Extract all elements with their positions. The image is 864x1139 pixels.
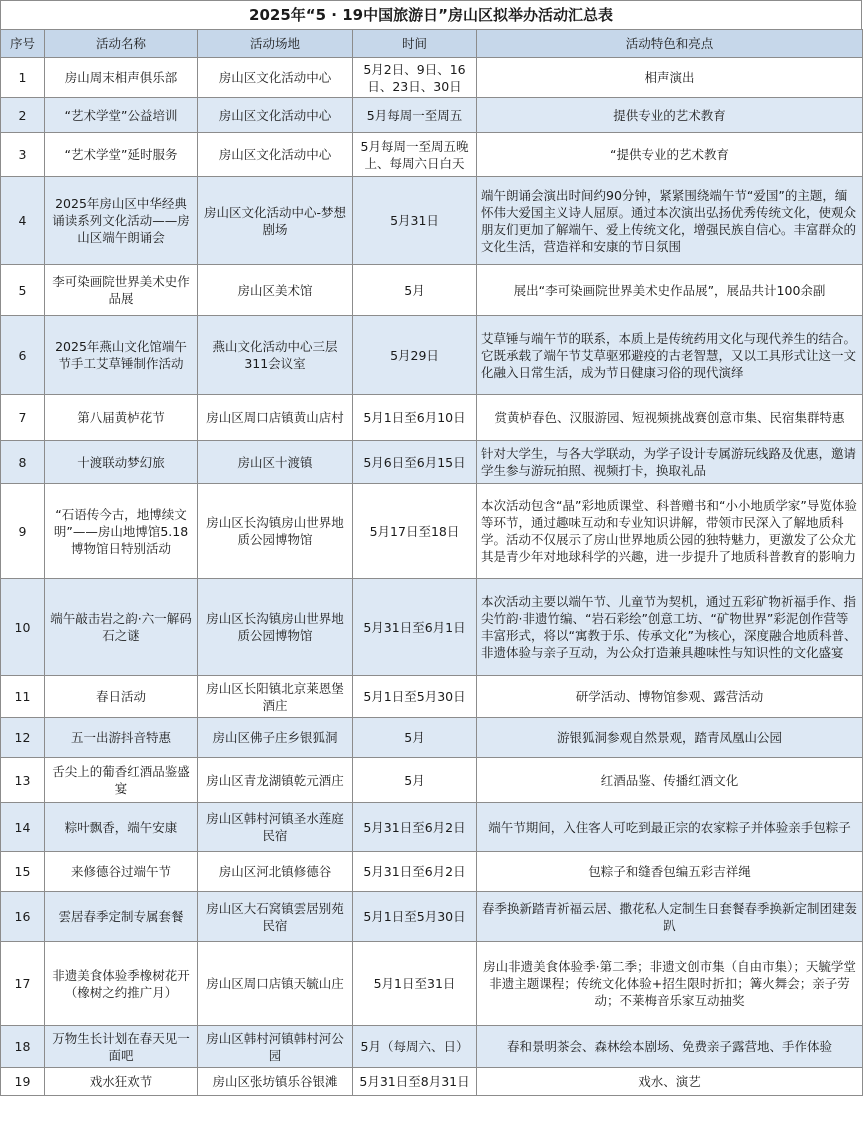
cell-time: 5月（每周六、日）	[353, 1026, 477, 1068]
cell-no: 10	[1, 579, 45, 676]
table-row	[1, 852, 863, 892]
cell-venue: 房山区大石窝镇雲居别苑民宿	[198, 892, 353, 942]
cell-activity-name: 2025年房山区中华经典诵读系列文化活动——房山区端午朗诵会	[45, 177, 198, 265]
table-row	[1, 265, 863, 316]
table-row	[1, 395, 863, 441]
cell-venue: 房山区河北镇修德谷	[198, 852, 353, 892]
cell-description: 春季换新踏青祈福云居、撒花私人定制生日套餐春季换新定制团建轰趴	[477, 892, 863, 942]
cell-venue: 房山区十渡镇	[198, 441, 353, 484]
cell-time: 5月	[353, 718, 477, 758]
cell-time: 5月每周一至周五	[353, 98, 477, 133]
cell-description: 游银狐洞参观自然景观，踏青凤凰山公园	[477, 718, 863, 758]
cell-activity-name: 粽叶飘香，端午安康	[45, 803, 198, 852]
cell-venue: 房山区韩村河镇圣水莲庭民宿	[198, 803, 353, 852]
table-row	[1, 133, 863, 177]
cell-description: “提供专业的艺术教育	[477, 133, 863, 177]
cell-time: 5月	[353, 265, 477, 316]
cell-no: 3	[1, 133, 45, 177]
cell-time: 5月17日至18日	[353, 484, 477, 579]
cell-description: 端午朗诵会演出时间约90分钟，紧紧围绕端午节“爱国”的主题，缅怀伟大爱国主义诗人屈原。通过本次演出弘扬优秀传统文化，使观众朋友们更加了解端午、爱上传统文化，增强民族自信心。丰富群众的文化生活，营造祥和安康的节日氛围	[477, 177, 863, 265]
cell-no: 2	[1, 98, 45, 133]
cell-time: 5月31日	[353, 177, 477, 265]
cell-activity-name: 春日活动	[45, 676, 198, 718]
cell-description: 提供专业的艺术教育	[477, 98, 863, 133]
cell-time: 5月31日至8月31日	[353, 1068, 477, 1096]
cell-activity-name: 十渡联动梦幻旅	[45, 441, 198, 484]
header-venue: 活动场地	[198, 30, 353, 58]
table-row	[1, 441, 863, 484]
cell-activity-name: “石语传今古，地博续文明”——房山地博馆5.18博物馆日特别活动	[45, 484, 198, 579]
table-row	[1, 803, 863, 852]
cell-no: 8	[1, 441, 45, 484]
activities-table	[0, 29, 863, 1096]
cell-venue: 房山区周口店镇黄山店村	[198, 395, 353, 441]
cell-venue: 房山区长沟镇房山世界地质公园博物馆	[198, 579, 353, 676]
header-row	[1, 30, 863, 58]
cell-no: 9	[1, 484, 45, 579]
table-row	[1, 718, 863, 758]
cell-description: 戏水、演艺	[477, 1068, 863, 1096]
cell-venue: 房山区佛子庄乡银狐洞	[198, 718, 353, 758]
cell-time: 5月1日至31日	[353, 942, 477, 1026]
cell-venue: 房山区张坊镇乐谷银滩	[198, 1068, 353, 1096]
cell-time: 5月31日至6月1日	[353, 579, 477, 676]
cell-activity-name: 雲居春季定制专属套餐	[45, 892, 198, 942]
cell-no: 18	[1, 1026, 45, 1068]
cell-activity-name: 万物生长计划在春天见一面吧	[45, 1026, 198, 1068]
cell-no: 6	[1, 316, 45, 395]
cell-description: 包粽子和缝香包编五彩吉祥绳	[477, 852, 863, 892]
cell-description: 本次活动包含“晶”彩地质课堂、科普赠书和“小小地质学家”导览体验等环节，通过趣味互动和专业知识讲解，带领市民深入了解地质科学。活动不仅展示了房山世界地质公园的独特魅力，更激发了公众尤其是青少年对地球科学的兴趣，进一步提升了地质科普教育的影响力	[477, 484, 863, 579]
cell-time: 5月6日至6月15日	[353, 441, 477, 484]
header-no: 序号	[1, 30, 45, 58]
cell-activity-name: 李可染画院世界美术史作品展	[45, 265, 198, 316]
cell-no: 7	[1, 395, 45, 441]
cell-no: 19	[1, 1068, 45, 1096]
sheet-title: 2025年“5 · 19中国旅游日”房山区拟举办活动汇总表	[0, 0, 862, 29]
cell-no: 5	[1, 265, 45, 316]
header-time: 时间	[353, 30, 477, 58]
table-row	[1, 98, 863, 133]
table-row	[1, 1026, 863, 1068]
table-row	[1, 316, 863, 395]
cell-venue: 房山区文化活动中心	[198, 98, 353, 133]
cell-activity-name: 舌尖上的葡香红酒品鉴盛宴	[45, 758, 198, 803]
cell-no: 4	[1, 177, 45, 265]
cell-no: 13	[1, 758, 45, 803]
table-row	[1, 177, 863, 265]
cell-activity-name: 戏水狂欢节	[45, 1068, 198, 1096]
cell-description: 房山非遗美食体验季·第二季；非遗文创市集（自由市集）；天毓学堂非遗主题课程；传统文化体验+招生限时折扣；篝火舞会；亲子劳动；不莱梅音乐家互动抽奖	[477, 942, 863, 1026]
cell-description: 针对大学生，与各大学联动，为学子设计专属游玩线路及优惠，邀请学生参与游玩拍照、视频打卡，换取礼品	[477, 441, 863, 484]
cell-time: 5月1日至5月30日	[353, 676, 477, 718]
cell-activity-name: “艺术学堂”公益培训	[45, 98, 198, 133]
cell-activity-name: 2025年燕山文化馆端午节手工艾草锤制作活动	[45, 316, 198, 395]
cell-no: 17	[1, 942, 45, 1026]
cell-no: 1	[1, 58, 45, 98]
cell-activity-name: 来修德谷过端午节	[45, 852, 198, 892]
cell-description: 展出“李可染画院世界美术史作品展”，展品共计100余副	[477, 265, 863, 316]
cell-description: 相声演出	[477, 58, 863, 98]
cell-activity-name: 非遗美食体验季橡树花开（橡树之约推广月）	[45, 942, 198, 1026]
table-row	[1, 892, 863, 942]
cell-time: 5月1日至5月30日	[353, 892, 477, 942]
table-row	[1, 484, 863, 579]
cell-description: 研学活动、博物馆参观、露营活动	[477, 676, 863, 718]
cell-no: 15	[1, 852, 45, 892]
header-desc: 活动特色和亮点	[477, 30, 863, 58]
cell-time: 5月29日	[353, 316, 477, 395]
cell-activity-name: “艺术学堂”延时服务	[45, 133, 198, 177]
cell-description: 赏黄栌春色、汉服游园、短视频挑战赛创意市集、民宿集群特惠	[477, 395, 863, 441]
cell-activity-name: 房山周末相声俱乐部	[45, 58, 198, 98]
cell-venue: 房山区美术馆	[198, 265, 353, 316]
cell-no: 16	[1, 892, 45, 942]
table-row	[1, 676, 863, 718]
cell-no: 12	[1, 718, 45, 758]
cell-time: 5月31日至6月2日	[353, 803, 477, 852]
table-row	[1, 758, 863, 803]
cell-venue: 房山区文化活动中心	[198, 58, 353, 98]
cell-venue: 房山区文化活动中心	[198, 133, 353, 177]
cell-description: 艾草锤与端午节的联系，本质上是传统药用文化与现代养生的结合。它既承载了端午节艾草驱邪避疫的古老智慧，又以工具形式让这一文化融入日常生活，成为节日健康习俗的现代演绎	[477, 316, 863, 395]
cell-time: 5月	[353, 758, 477, 803]
cell-time: 5月1日至6月10日	[353, 395, 477, 441]
cell-venue: 房山区周口店镇天毓山庄	[198, 942, 353, 1026]
header-name: 活动名称	[45, 30, 198, 58]
cell-venue: 燕山文化活动中心三层311会议室	[198, 316, 353, 395]
table-row	[1, 942, 863, 1026]
cell-activity-name: 端午敲击岩之韵·六一解码石之谜	[45, 579, 198, 676]
cell-venue: 房山区文化活动中心-梦想剧场	[198, 177, 353, 265]
table-body	[1, 58, 863, 1096]
cell-time: 5月2日、9日、16日、23日、30日	[353, 58, 477, 98]
cell-no: 11	[1, 676, 45, 718]
cell-venue: 房山区长阳镇北京莱恩堡酒庄	[198, 676, 353, 718]
cell-activity-name: 第八届黄栌花节	[45, 395, 198, 441]
cell-venue: 房山区青龙湖镇乾元酒庄	[198, 758, 353, 803]
cell-time: 5月31日至6月2日	[353, 852, 477, 892]
cell-venue: 房山区韩村河镇韩村河公园	[198, 1026, 353, 1068]
cell-description: 端午节期间，入住客人可吃到最正宗的农家粽子并体验亲手包粽子	[477, 803, 863, 852]
cell-description: 红酒品鉴、传播红酒文化	[477, 758, 863, 803]
table-row	[1, 579, 863, 676]
cell-time: 5月每周一至周五晚上、每周六日白天	[353, 133, 477, 177]
cell-activity-name: 五一出游抖音特惠	[45, 718, 198, 758]
cell-description: 本次活动主要以端午节、儿童节为契机，通过五彩矿物祈福手作、指尖竹韵·非遗竹编、“岩石彩绘”创意工坊、“矿物世界”彩泥创作营等丰富形式，将以“寓教于乐、传承文化”为核心，深度融合地质科普、非遗体验与亲子互动，为公众打造兼具趣味性与知识性的文化盛宴	[477, 579, 863, 676]
cell-venue: 房山区长沟镇房山世界地质公园博物馆	[198, 484, 353, 579]
table-row	[1, 58, 863, 98]
table-row	[1, 1068, 863, 1096]
cell-description: 春和景明茶会、森林绘本剧场、免费亲子露营地、手作体验	[477, 1026, 863, 1068]
cell-no: 14	[1, 803, 45, 852]
